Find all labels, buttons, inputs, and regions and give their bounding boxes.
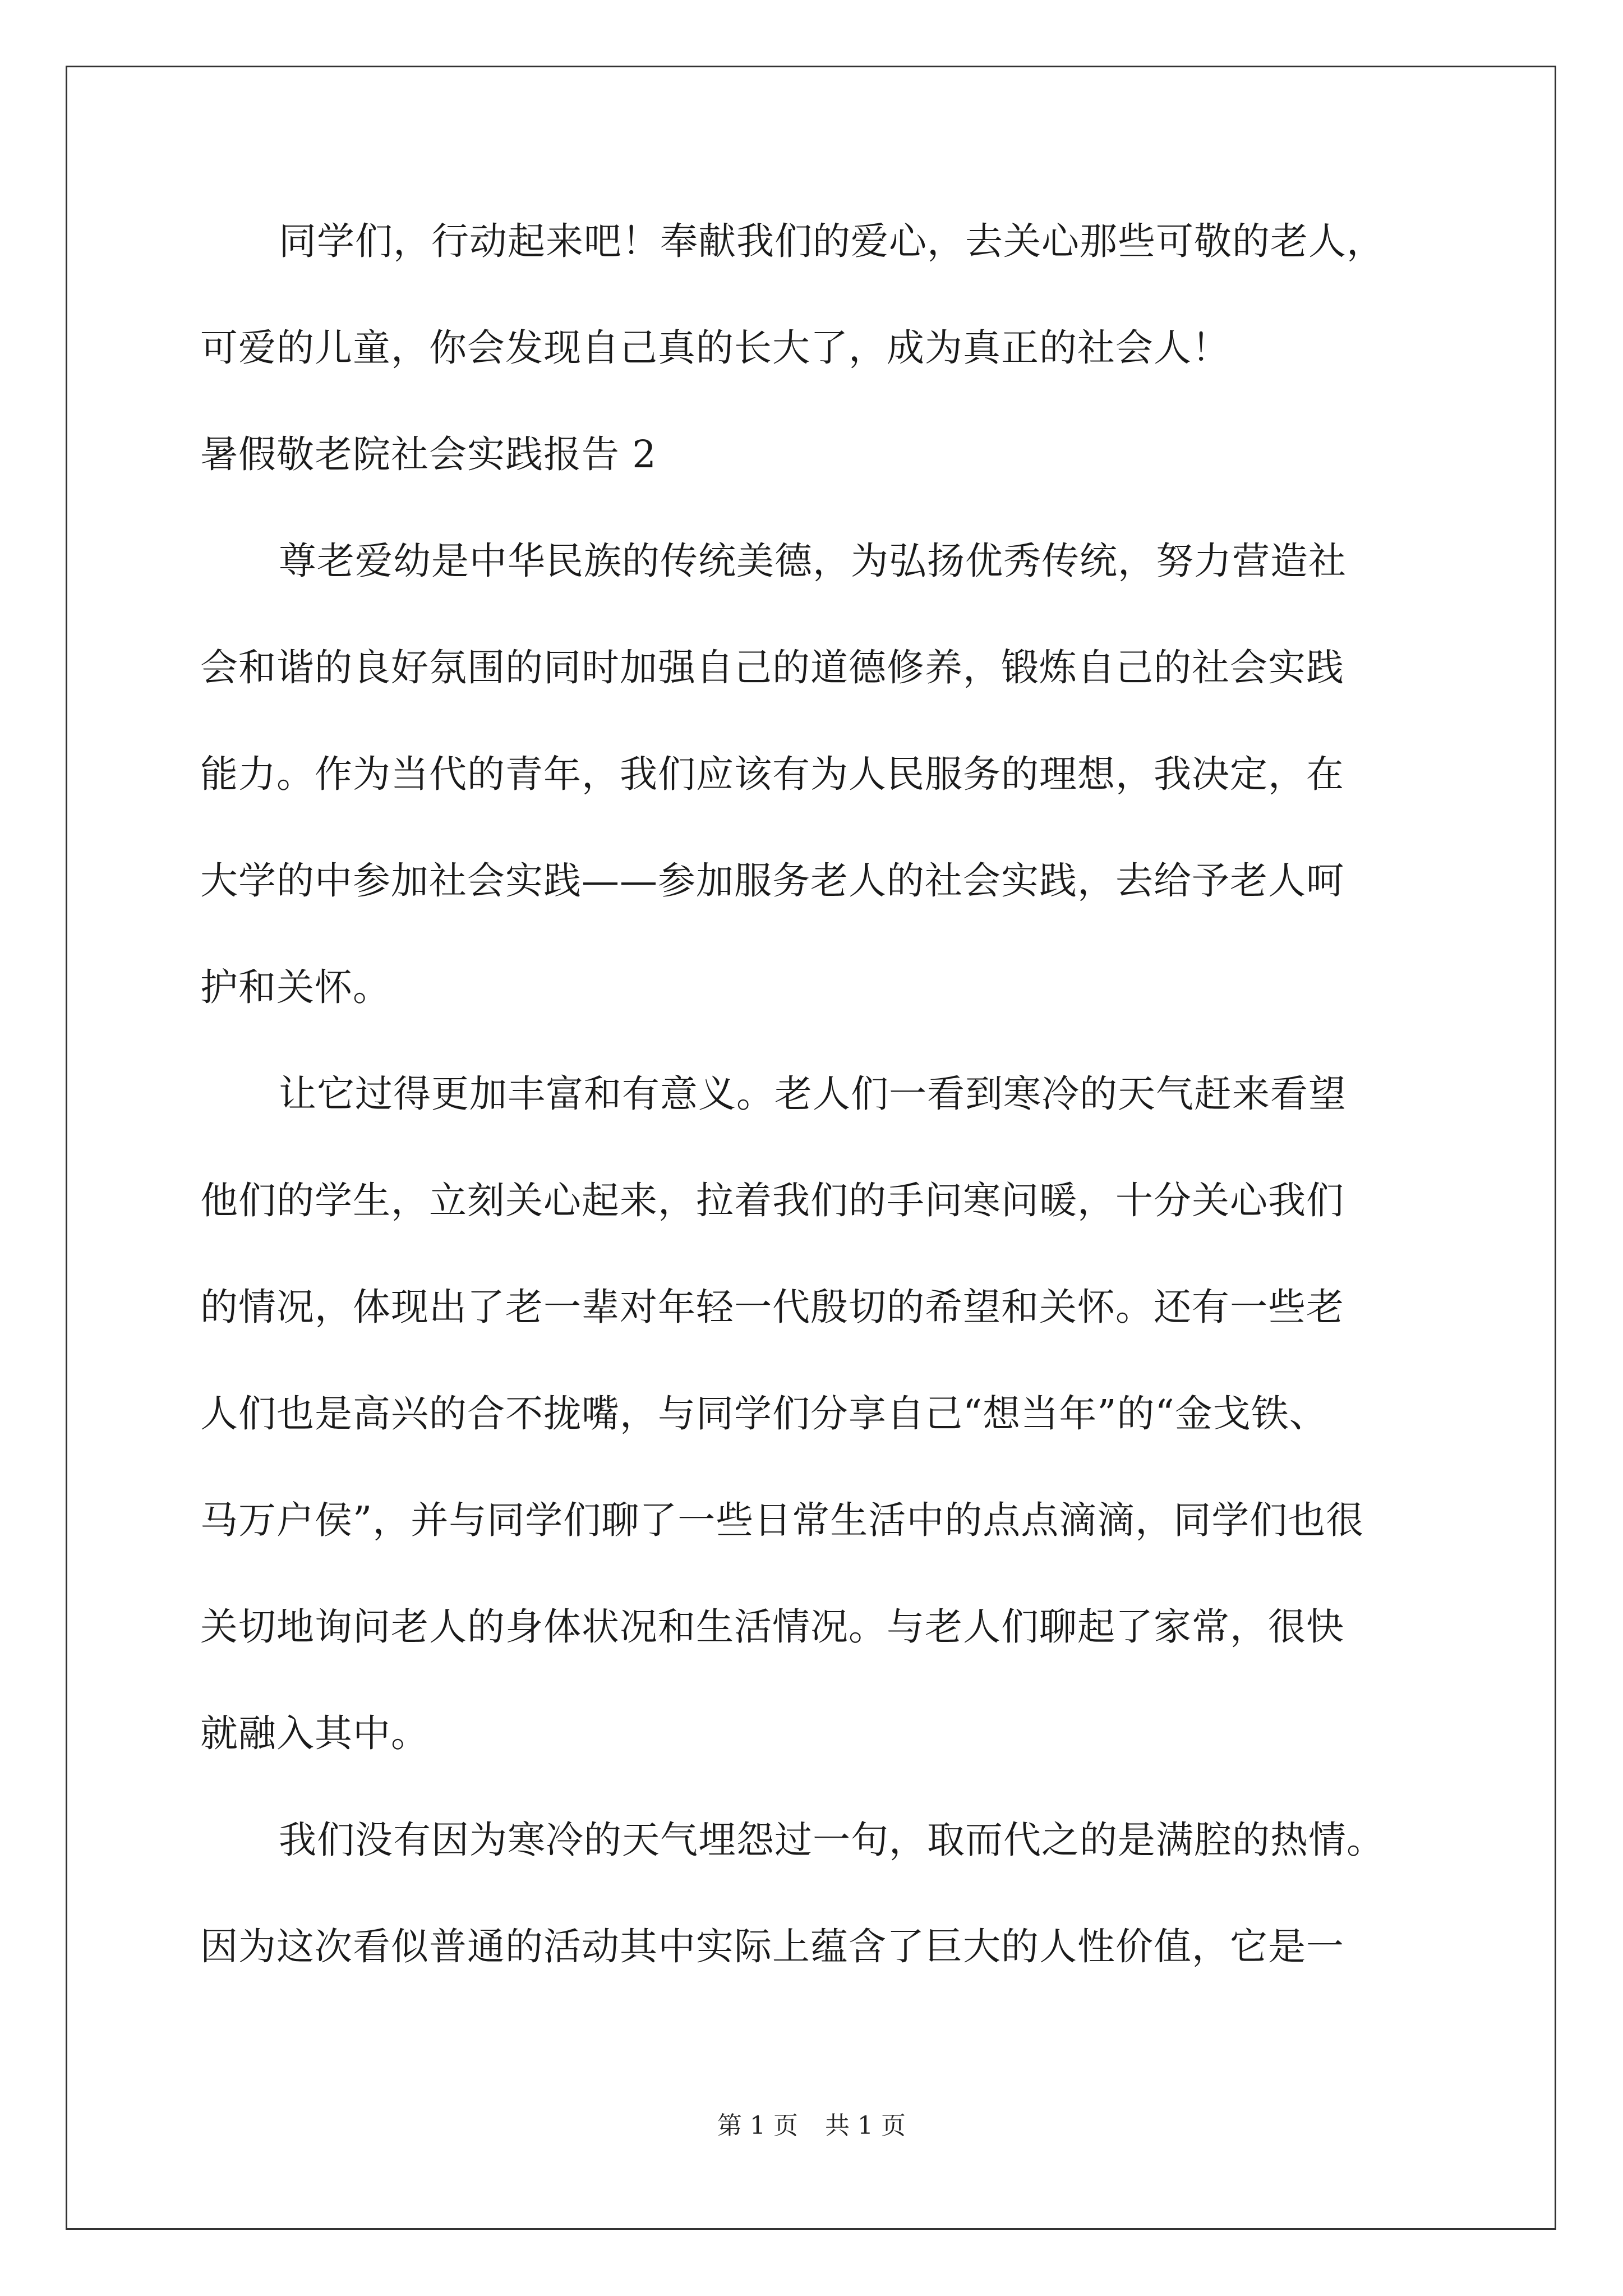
paragraph-line: 可爱的儿童，你会发现自己真的长大了，成为真正的社会人！ [200,326,1230,370]
paragraph-line: 就融入其中。 [200,1711,429,1755]
paragraph-line: 马万户侯”，并与同学们聊了一些日常生活中的点点滴滴，同学们也很 [200,1498,1364,1542]
paragraph-line: 护和关怀。 [200,965,391,1009]
paragraph-line: 大学的中参加社会实践——参加服务老人的社会实践，去给予老人呵 [200,859,1344,903]
page-footer [0,2109,1623,2143]
paragraph-line: 因为这次看似普通的活动其中实际上蕴含了巨大的人性价值，它是一 [200,1925,1344,1968]
paragraph-line: 尊老爱幼是中华民族的传统美德，为弘扬优秀传统，努力营造社 [279,539,1347,583]
paragraph-line: 人们也是高兴的合不拢嘴，与同学们分享自己“想当年”的“金戈铁、 [200,1392,1327,1435]
paragraph-line: 同学们，行动起来吧！奉献我们的爱心，去关心那些可敬的老人， [279,219,1385,263]
paragraph-line: 能力。作为当代的青年，我们应该有为人民服务的理想，我决定，在 [200,752,1344,796]
section-heading: 暑假敬老院社会实践报告 2 [200,432,657,476]
paragraph-line: 关切地询问老人的身体状况和生活情况。与老人们聊起了家常，很快 [200,1605,1344,1649]
paragraph-line: 的情况，体现出了老一辈对年轻一代殷切的希望和关怀。还有一些老 [200,1285,1344,1329]
paragraph-line: 会和谐的良好氛围的同时加强自己的道德修养，锻炼自己的社会实践 [200,646,1344,689]
page-total: 共 1 页 [825,2111,906,2140]
paragraph-line: 我们没有因为寒冷的天气埋怨过一句，取而代之的是满腔的热情。 [279,1818,1385,1862]
paragraph-line: 让它过得更加丰富和有意义。老人们一看到寒冷的天气赶来看望 [279,1072,1347,1116]
page-number: 第 1 页 [717,2111,798,2140]
document-body [200,213,1434,2025]
paragraph-line: 他们的学生，立刻关心起来，拉着我们的手问寒问暖，十分关心我们 [200,1179,1344,1222]
